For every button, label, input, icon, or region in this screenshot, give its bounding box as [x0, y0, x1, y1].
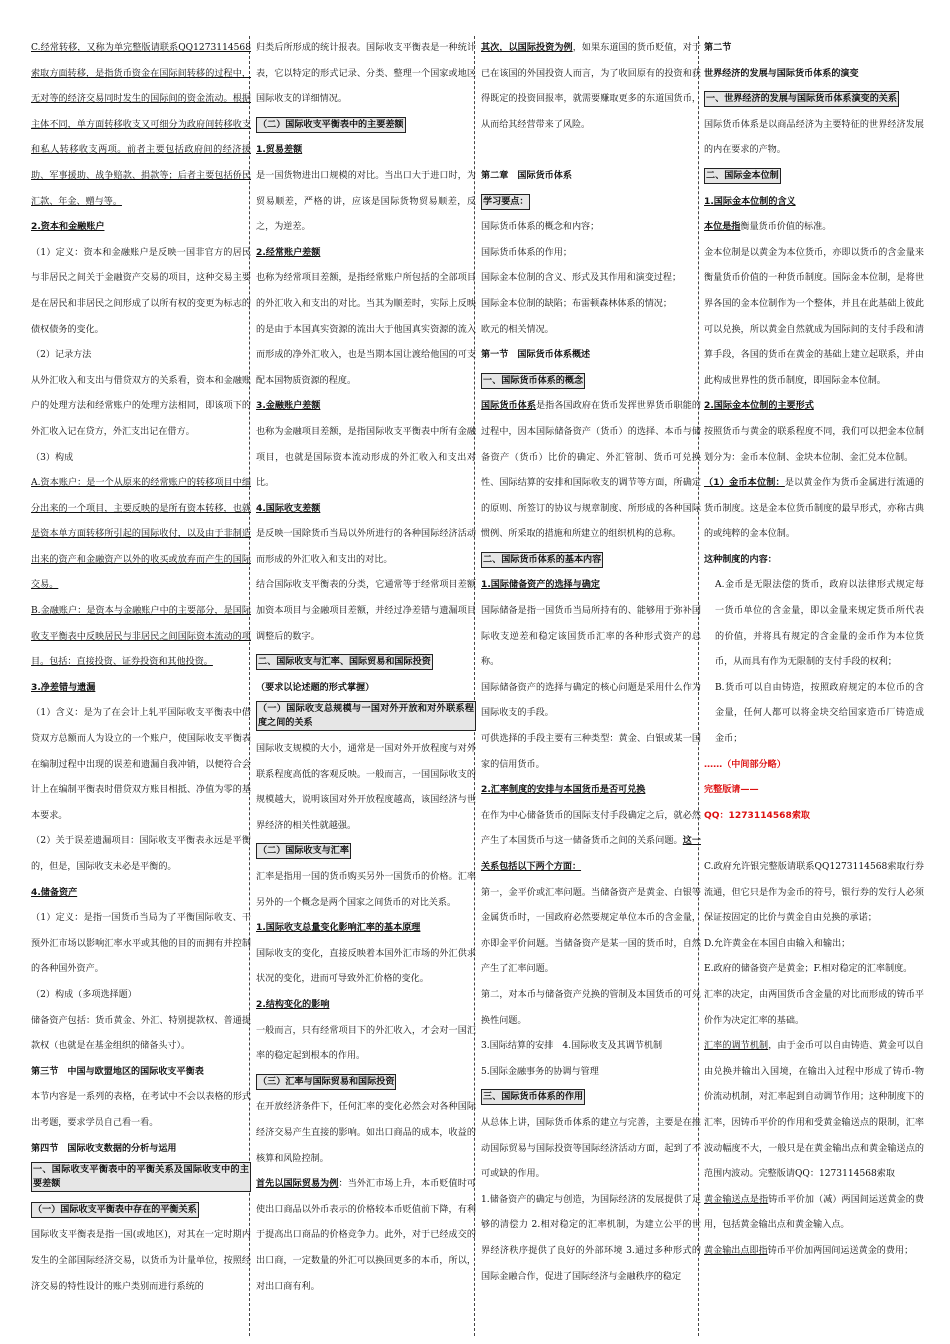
section-heading	[481, 369, 701, 395]
paragraph: （2）记录方法	[31, 350, 92, 361]
paragraph-text: 铸币平价加两国间运送黄金的费用；	[767, 1245, 914, 1256]
paragraph-text: 铸币平价加（减）两国间运送黄金的费用，包括黄金输出点和黄金输入点。	[704, 1194, 924, 1231]
heading: 第四节 国际收支数据的分析与运用	[31, 1143, 177, 1154]
bold-lead: 其次，以国际投资为例	[481, 43, 573, 53]
heading-label: 一、国际收支平衡表中的平衡关系及国际收支中的主要差额	[31, 1162, 251, 1192]
column-3	[481, 36, 701, 1336]
paragraph: 欧元的相关情况。	[481, 324, 554, 335]
paragraph	[704, 1188, 924, 1239]
paragraph: 结合国际收支平衡表的分类，它通常等于经常项目差额加资本项目与金融项目差额，并经过净差错与遗漏项目调整后的数字。	[256, 580, 476, 642]
subheading: 2.经常账户差额	[256, 247, 321, 258]
subheading: 2.国际金本位制的主要形式	[704, 401, 814, 412]
section-heading	[256, 650, 476, 676]
heading-label: 二、国际收支与汇率、国际贸易和国际投资	[256, 654, 433, 670]
paragraph: 国际金本位制的缺陷；布雷顿森林体系的情况；	[481, 298, 672, 309]
paragraph-text: 衡量货币价值的标准。	[740, 222, 832, 233]
heading: 第二节	[704, 43, 732, 53]
paragraph: 可供选择的手段主要有三种类型：黄金、白银或某一国家的信用货币。	[481, 734, 701, 770]
paragraph-text: 是以黄金作为货币金属进行流通的货币制度。这是金本位货币制度的最早形式，亦称古典的或纯粹的金本位制。	[704, 478, 924, 540]
term-label: 汇率的调节机制	[704, 1041, 769, 1052]
bold-lead: 国际货币体系	[481, 401, 537, 412]
paragraph: C.政府允许银完整版请联系QQ1273114568索取行券流通，但它只是作为金币的符号，银行券的发行人必须保证按固定的比价与黄金自由兑换的承诺；	[704, 862, 924, 924]
paragraph: 储备资产包括：货币黄金、外汇、特别提款权、普通提款权（也就是在基金组织的储备头寸）。	[31, 1015, 251, 1052]
column-4	[704, 36, 924, 1336]
subheading: 2.结构变化的影响	[256, 999, 330, 1010]
heading-label: 三、国际货币体系的作用	[481, 1089, 585, 1105]
paragraph: B.金融账户：是资本与金融账户中的主要部分，是国际收支平衡表中反映居民与非居民之间国际资本流动的项目。包括：直接投资、证券投资和其他投资。	[31, 606, 251, 668]
paragraph-text: 是指各国政府在货币发挥世界货币职能的过程中，因本国际储备资产（货币）的选择、本币与储备资产（货币）比价的确定、外汇管制、货币可兑换性、国际结算的安排和国际收支的调节等方面，所确定的原则、所签订的协议与规章制度、所形成的各种国际惯例、所采取的措施和所建立的组织机构的总称。	[481, 401, 701, 540]
heading-label: 一、世界经济的发展与国际货币体系演变的关系	[704, 91, 899, 107]
bold-lead: 首先以国际贸易为例	[256, 1179, 339, 1190]
subheading: 2.资本和金融账户	[31, 222, 105, 233]
paragraph	[704, 1034, 924, 1188]
section-heading	[704, 164, 924, 190]
paragraph: 一般而言，只有经常项目下的外汇收入，才会对一国汇率的稳定起到根本的作用。	[256, 1025, 476, 1062]
spacer	[481, 138, 701, 164]
list-item: A.金币是无限法偿的货币，政府以法律形式规定每一货币单位的含金量，即以金量来规定货币所代表的价值，并将具有规定的含金量的金币作为本位货币，从而具有作为无限制的支付手段的权利；	[715, 580, 924, 668]
paragraph: E.政府的储备资产是黄金；F.相对稳定的汇率制度。	[704, 964, 913, 975]
paragraph: 汇率是指用一国的货币购买另外一国货币的价格。汇率另外的一个概念是两个国家之间货币的对比关系。	[256, 872, 476, 908]
paragraph-text: 在作为中心储备货币的国际支付手段确定之后，就必然产生了本国货币与这一储备货币之间的关系问题。	[481, 810, 701, 847]
paragraph	[481, 804, 701, 881]
section-heading	[704, 87, 924, 113]
paragraph	[704, 471, 924, 548]
paragraph: 是反映一国除货币当局以外所进行的各种国际经济活动而形成的外汇收入和支出的对比。	[256, 529, 476, 565]
section-heading	[31, 1162, 251, 1198]
paragraph: 按照货币与黄金的联系程度不同，我们可以把金本位制划分为：金币本位制、金块本位制、金汇兑本位制。	[704, 426, 924, 463]
paragraph: 国际货币体系是以商品经济为主要特征的世界经济发展的内在要求的产物。	[704, 119, 924, 156]
subheading: 1.贸易差额	[256, 145, 303, 156]
paragraph: 从总体上讲，国际货币体系的建立与完善，主要是在推动国际贸易与国际投资等国际经济活动方面，起到了不可或缺的作用。	[481, 1117, 701, 1180]
paragraph: C.经常转移，又称为单完整版请联系QQ1273114568索取方面转移，是指货币资金在国际间转移的过程中，无对等的经济交易同时发生的国际间的资金流动。根据主体不同，单方面转移收支又可细分为政府间转移收支和私人转移收支两项。前者主要包括政府间的经济援助、军事援助、战争赔款、捐款等；后者主要包括侨民汇款、年金、赠与等。	[31, 43, 251, 207]
subheading: 1.国际储备资产的选择与确定	[481, 580, 600, 591]
heading-label: （二）国际收支与汇率	[256, 843, 351, 859]
paragraph: 国际收支的变化，直接反映着本国外汇市场的外汇供求状况的变化，进而可导致外汇价格的变化。	[256, 948, 476, 985]
paragraph: D.允许黄金在本国自由输入和输出；	[704, 938, 851, 949]
paragraph: （3）构成	[31, 452, 74, 463]
paragraph: （1）定义：是指一国货币当局为了平衡国际收支、干预外汇市场以影响汇率水平或其他的目的而拥有并控制的各种国外资产。	[31, 913, 251, 975]
paragraph	[256, 1172, 476, 1300]
section-heading	[256, 839, 476, 865]
paragraph-text: ，如果东道国的货币贬值，对于已在该国的外国投资人而言，为了收回原有的投资和获得既定的投资回报率，就需要赚取更多的东道国货币，从而给其经营带来了风险。	[481, 43, 701, 130]
heading: 第二章 国际货币体系	[481, 170, 572, 181]
list-item: B.货币可以自由铸造，按照政府规定的本位币的含金量，任何人都可以将金块交给国家造币厂铸造成金币；	[715, 682, 924, 745]
notice-text: 完整版请——	[704, 785, 759, 796]
subheading: 1.国际收支总量变化影响汇率的基本原理	[256, 923, 421, 934]
paragraph: 是一国货物进出口规模的对比。当出口大于进口时，为贸易顺差，严格的讲，应该是国际货物贸易顺差，反之，为逆差。	[256, 170, 476, 233]
spacer	[704, 829, 924, 855]
subheading: 3.金融账户差额	[256, 401, 321, 412]
heading: 第一节 国际货币体系概述	[481, 350, 591, 361]
subheading: 1.国际金本位制的含义	[704, 196, 796, 207]
paragraph: 汇率的决定，由两国货币含金量的对比而形成的铸币平价作为决定汇率的基础。	[704, 989, 924, 1026]
subheading: 4.国际收支差额	[256, 503, 321, 514]
paragraph: 国际储备资产的选择与确定的核心问题是采用什么作为国际收支的手段。	[481, 682, 701, 719]
paragraph: 国际货币体系的概念和内容；	[481, 222, 600, 233]
paragraph: 国际储备是指一国货币当局所持有的、能够用于弥补国际收支逆差和稳定该国货币汇率的各种形式资产的总称。	[481, 606, 701, 668]
paragraph	[704, 1239, 924, 1265]
section-heading	[256, 701, 476, 737]
paragraph: 归类后所形成的统计报表。国际收支平衡表是一种统计表，它以特定的形式记录、分类、整理一个国家或地区国际收支的详细情况。	[256, 43, 476, 105]
paragraph	[704, 215, 924, 241]
heading: 世界经济的发展与国际货币体系的演变	[704, 68, 859, 79]
section-heading	[481, 548, 701, 574]
section-heading	[481, 1085, 701, 1111]
paragraph: （1）含义：是为了在会计上轧平国际收支平衡表中借贷双方总额而人为设立的一个账户，使国际收支平衡表在编制过程中出现的误差和遗漏自我冲销，以便符合会计上在编制平衡表时借贷双方账目相抵、净值为零的基本要求。	[31, 708, 251, 821]
column-2	[256, 36, 476, 1336]
heading-label: 一、国际货币体系的概念	[481, 373, 585, 389]
bold-lead: 本位是指	[704, 222, 741, 233]
paragraph: 也称为经常项目差额，是指经常账户所包括的全部项目的外汇收入和支出的对比。当其为顺差时，实际上反映的是由于本国真实资源的流出大于他国真实资源的流入而形成的净外汇收入，也是当期本国让渡给他国的可支配本国物质资源的程度。	[256, 273, 476, 386]
heading: 第三节 中国与欧盟地区的国际收支平衡表	[31, 1066, 204, 1077]
paragraph: 国际收支平衡表是指一国(或地区)，对其在一定时期内发生的全部国际经济交易，以货币为计量单位，按照经济交易的特性设计的账户类别而进行系统的	[31, 1230, 251, 1292]
paragraph: （2）关于误差遗漏项目：国际收支平衡表永远是平衡的，但是，国际收支未必是平衡的。	[31, 836, 251, 872]
heading-label: （三）汇率与国际贸易和国际投资	[256, 1074, 396, 1090]
paragraph: 5.国际金融事务的协调与管理	[481, 1066, 599, 1077]
paragraph: 从外汇收入和支出与借贷双方的关系看，资本和金融账户的处理方法和经常账户的处理方法相同，即该项下的外汇收入记在贷方，外汇支出记在借方。	[31, 375, 251, 437]
paragraph: （1）定义：资本和金融账户是反映一国非官方的居民与非居民之间关于金融资产交易的项目，这种交易主要是在居民和非居民之间形成了以所有权的变更为标志的债权债务的变化。	[31, 247, 251, 335]
subheading: 3.净差错与遗漏	[31, 682, 96, 693]
section-heading	[256, 113, 476, 139]
bold-lead: （1）金币本位制：	[704, 478, 785, 489]
paragraph	[481, 394, 701, 548]
paragraph: 国际金本位制的含义、形式及其作用和演变过程；	[481, 273, 682, 284]
heading-label: （一）国际收支总规模与一国对外开放和对外联系程度之间的关系	[256, 701, 476, 731]
paragraph-text: ：当外汇市场上升，本币贬值时可使出口商品以外币表示的价格较本币贬值前下降，有利于提高出口商品的价格竞争力。此外，对于已经成交的出口商，一定数量的外汇可以换回更多的本币，所以，对出口商有利。	[256, 1179, 476, 1292]
paragraph: 在开放经济条件下，任何汇率的变化必然会对各种国际经济交易产生直接的影响。如出口商品的成本，收益的核算和风险控制。	[256, 1102, 476, 1164]
term-label: 黄金输送点是指	[704, 1194, 769, 1205]
paragraph: 本节内容是一系列的表格，在考试中不会以表格的形式出考题，要求学员自己看一看。	[31, 1092, 251, 1128]
paragraph	[481, 36, 701, 138]
heading-label: （一）国际收支平衡表中存在的平衡关系	[31, 1202, 199, 1218]
paragraph: 第二，对本币与储备资产兑换的管制及本国货币的可兑换性问题。	[481, 989, 701, 1026]
term-label: 黄金输出点即指	[704, 1245, 768, 1256]
paragraph-text: ，由于金币可以自由铸造、黄金可以自由兑换并输出入国境，在输出入过程中形成了铸币-物价流动机制，对汇率起到自动调节作用；这种制度下的汇率，因铸币平价的作用和受黄金输送点的限制，汇率波动幅度不大，一般只是在黄金输出点和黄金输送点的范围内波动。完整版请QQ：1273114568索取	[704, 1041, 924, 1180]
paragraph: 金本位制是以黄金为本位货币，亦即以货币的含金量来衡量货币价值的一种货币制度。国际金本位制，是将世界各国的金本位制作为一个整体，并且在此基础上彼此可以兑换，所以黄金自然就成为国际间的支付手段和清算手段，各国的货币在黄金的基础上建立起联系，并由此构成世界性的货币制度，即国际金本位制。	[704, 247, 924, 386]
heading: （要求以论述题的形式掌握）	[256, 682, 375, 693]
paragraph: 第一，金平价或汇率问题。当储备资产是黄金、白银等金属货币时，一国政府必然要规定单位本币的含金量，亦即金平价问题。当储备资产是某一国的货币时，自然产生了汇率问题。	[481, 887, 701, 975]
paragraph: 国际收支规模的大小，通常是一国对外开放程度与对外联系程度高低的客观反映。一般而言，一国国际收支的规模越大，说明该国对外开放程度越高，该国经济与世界经济的相关性就越强。	[256, 744, 476, 831]
paragraph: 3.国际结算的安排 4.国际收支及其调节机制	[481, 1041, 663, 1052]
subheading: 2.汇率制度的安排与本国货币是否可兑换	[481, 785, 646, 796]
bold-lead: 这一关系包括以下两个方面：	[481, 836, 701, 872]
heading-label: 学习要点：	[481, 194, 530, 210]
paragraph: 国际货币体系的作用；	[481, 247, 572, 258]
paragraph: （2）构成（多项选择题）	[31, 989, 137, 1000]
paragraph: A.资本账户：是一个从原来的经常账户的转移项目中细分出来的一个项目，主要反映的是所有资本转移，也就是资本单方面转移所引起的国际收付，以及由于非制造出来的资产和金融资产以外的收买或放弃而产生的国际交易。	[31, 478, 251, 591]
notice-text: ……（中间部分略）	[704, 759, 786, 770]
heading-label: 二、国际金本位制	[704, 168, 781, 184]
paragraph: 1.储备资产的确定与创造，为国际经济的发展提供了足够的清偿力 2.相对稳定的汇率机制，为建立公平的世界经济秩序提供了良好的外部环境 3.通过多种形式的国际金融合作，促进了国际经济与金融秩序的稳定	[481, 1194, 701, 1282]
paragraph: 也称为金融项目差额，是指国际收支平衡表中所有金融项目，也就是国际资本流动形成的外汇收入和支出对比。	[256, 426, 476, 489]
subheading: 4.储备资产	[31, 887, 78, 898]
section-heading	[256, 1070, 476, 1096]
section-heading	[31, 1198, 251, 1224]
section-heading	[481, 190, 701, 216]
column-1	[31, 36, 251, 1336]
heading-label: （二）国际收支平衡表中的主要差额	[256, 117, 406, 133]
heading: 这种制度的内容：	[704, 554, 777, 565]
heading-label: 二、国际货币体系的基本内容	[481, 552, 603, 568]
notice-text: QQ：1273114568索取	[704, 810, 811, 821]
